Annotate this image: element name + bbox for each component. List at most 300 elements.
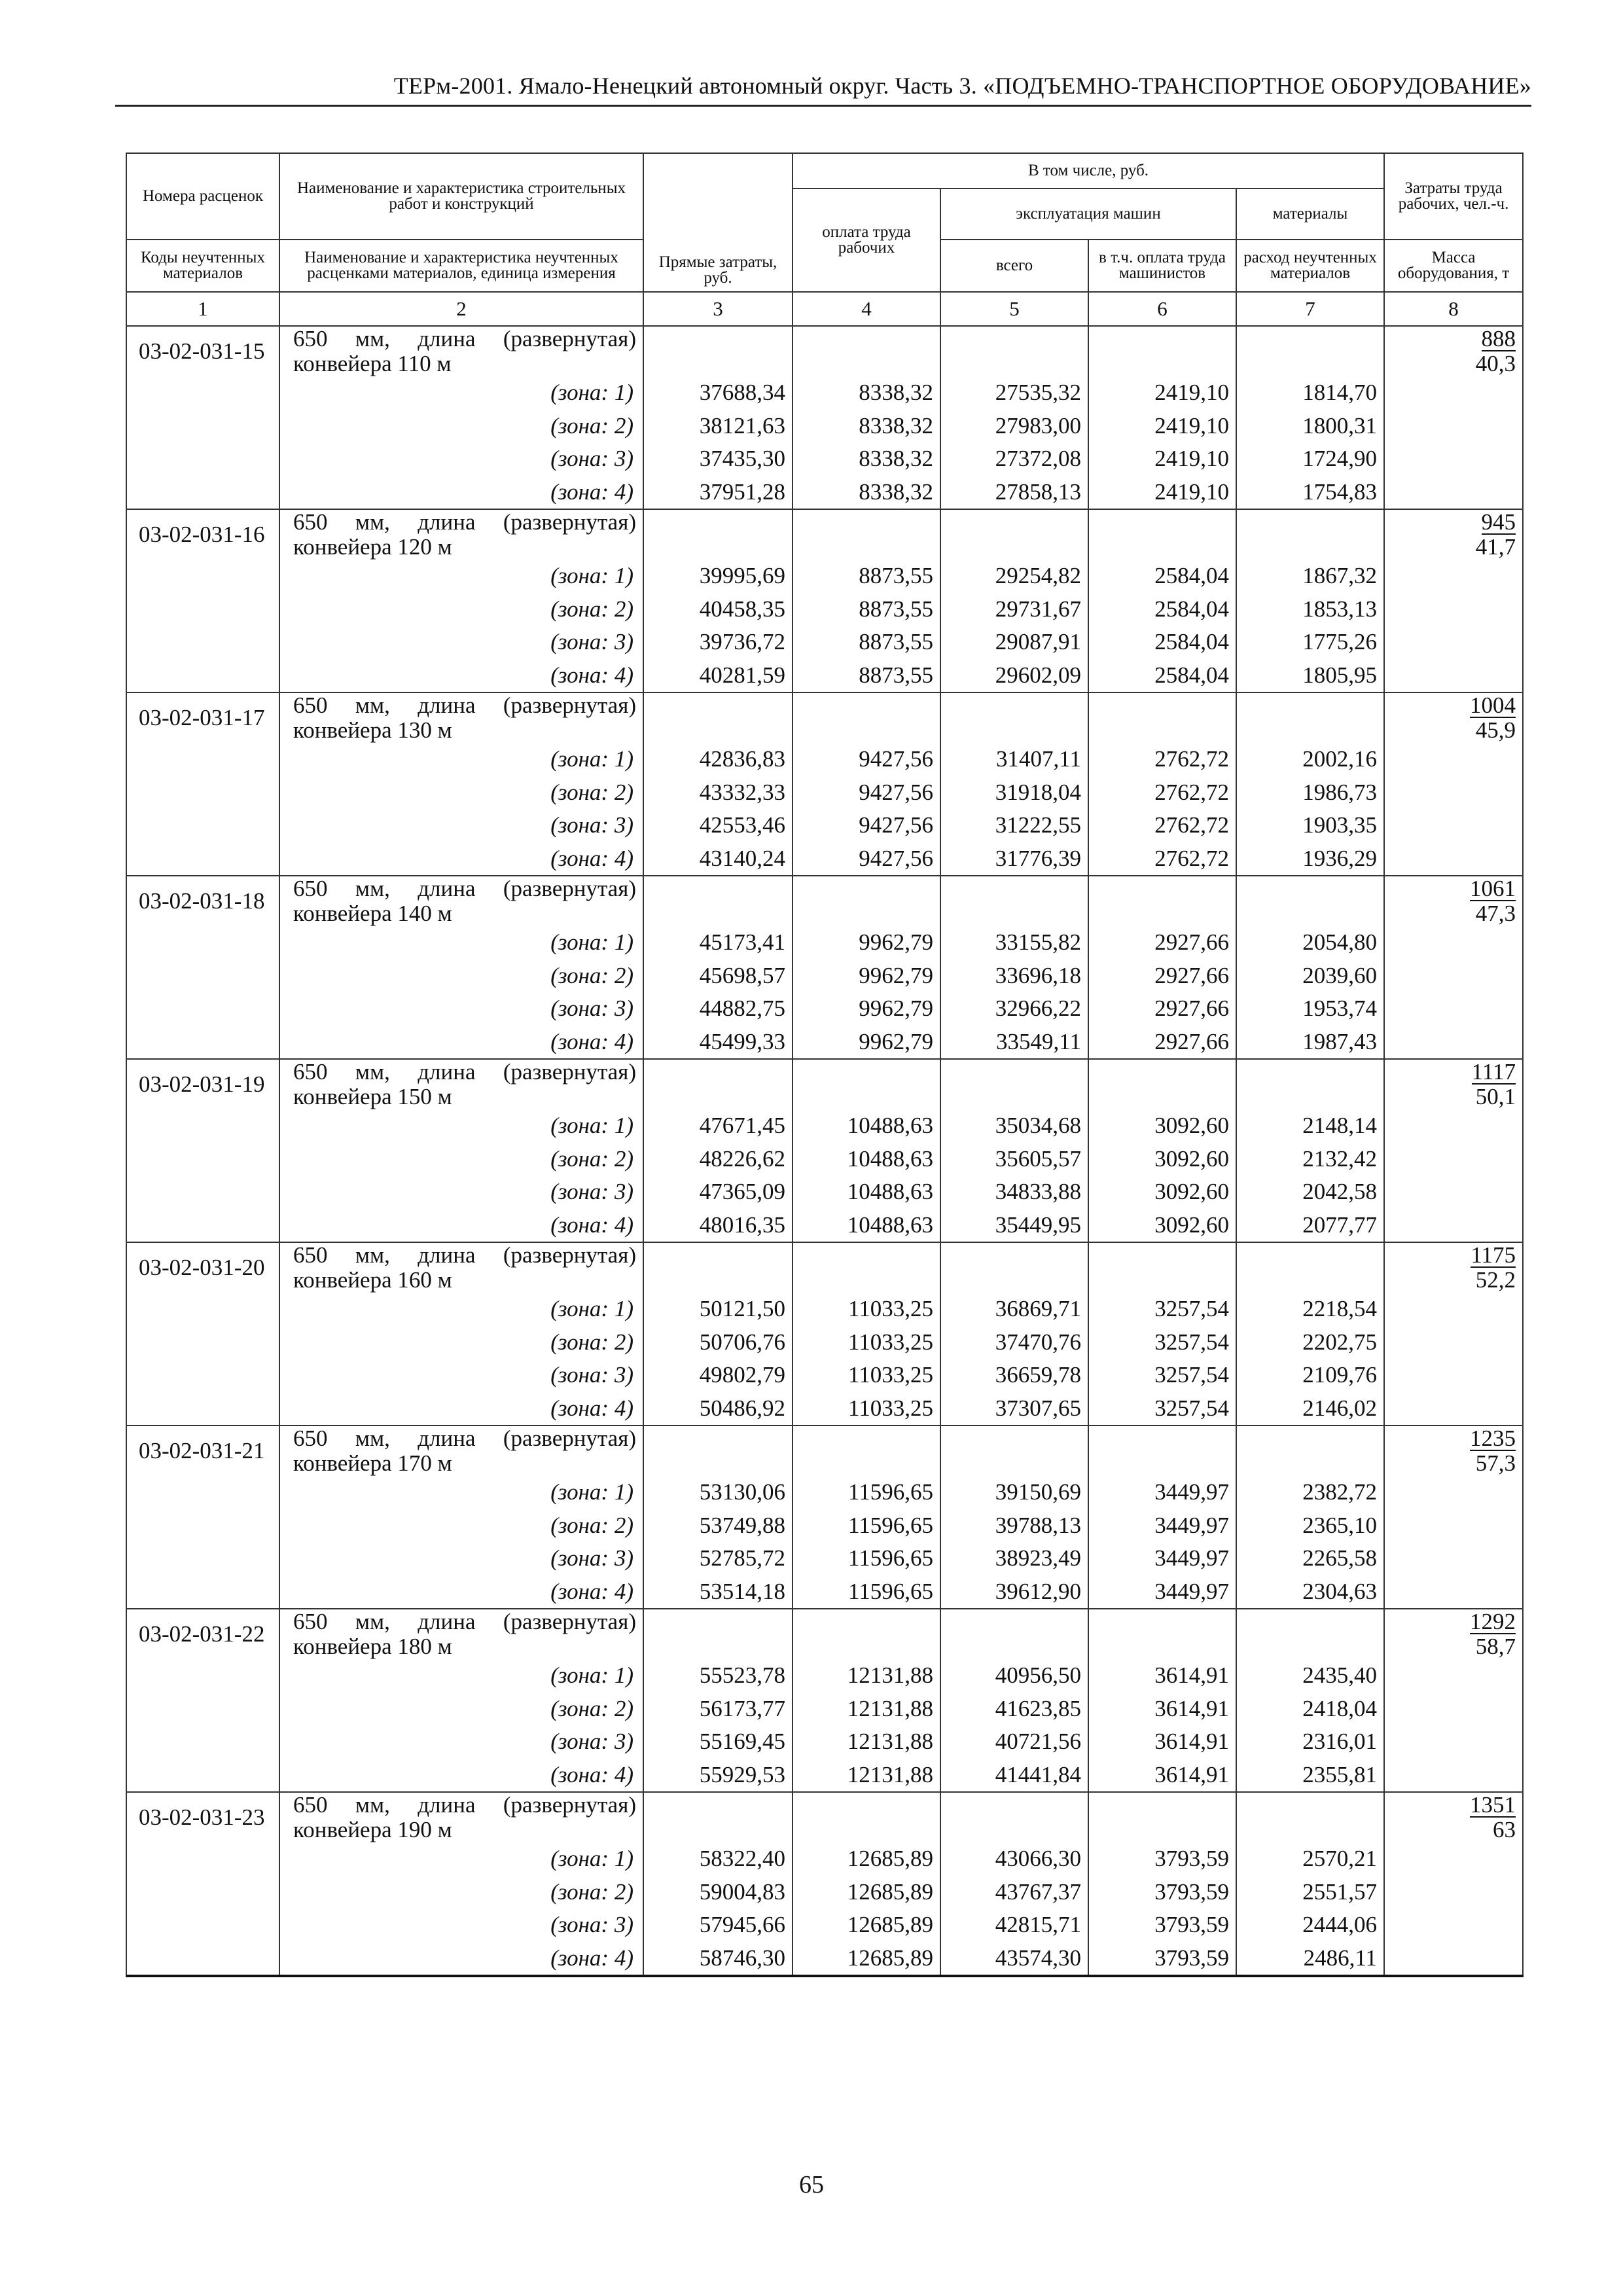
- empty-cell: [126, 410, 279, 443]
- worker-wages: 12131,88: [793, 1659, 940, 1693]
- empty-cell: [126, 1109, 279, 1143]
- empty-cell: [126, 809, 279, 842]
- machines-total: 31407,11: [940, 743, 1088, 776]
- rate-description-line: конвейера 110 м: [293, 351, 452, 376]
- zone-row: [126, 1575, 1523, 1609]
- empty-cell: [1088, 1792, 1236, 1842]
- page-number: 65: [799, 2171, 824, 2198]
- empty-cell: [1384, 1392, 1523, 1426]
- machines-total: 37470,76: [940, 1326, 1088, 1359]
- rate-code: 03-02-031-18: [126, 876, 279, 926]
- worker-wages: 8873,55: [793, 560, 940, 593]
- rate-description-word: (развернутая): [503, 1609, 636, 1634]
- empty-cell: [126, 743, 279, 776]
- machines-total: 29087,91: [940, 626, 1088, 659]
- empty-cell: [643, 1059, 793, 1109]
- zone-row: [126, 1293, 1523, 1326]
- labor-costs: 1004: [1470, 692, 1516, 718]
- operator-wages: 3449,97: [1088, 1542, 1236, 1575]
- materials-cost: 1814,70: [1236, 376, 1384, 410]
- direct-costs: 45499,33: [643, 1026, 793, 1060]
- rate-description-line: [293, 1609, 636, 1634]
- direct-costs: 58322,40: [643, 1842, 793, 1876]
- operator-wages: 3449,97: [1088, 1509, 1236, 1543]
- empty-cell: [126, 1725, 279, 1759]
- worker-wages: 11596,65: [793, 1476, 940, 1509]
- machines-total: 34833,88: [940, 1175, 1088, 1209]
- worker-wages: 11596,65: [793, 1509, 940, 1543]
- operator-wages: 3449,97: [1088, 1575, 1236, 1609]
- empty-cell: [643, 1609, 793, 1659]
- materials-cost: 1800,31: [1236, 410, 1384, 443]
- operator-wages: 3793,59: [1088, 1842, 1236, 1876]
- empty-cell: [1384, 960, 1523, 993]
- zone-row: [126, 1725, 1523, 1759]
- zone-label: (зона: 4): [279, 1942, 643, 1977]
- equipment-mass: 57,3: [1475, 1450, 1516, 1476]
- zone-row: [126, 626, 1523, 659]
- header-machines-total: всего: [940, 240, 1088, 292]
- direct-costs: 59004,83: [643, 1876, 793, 1909]
- rate-description-word: (развернутая): [503, 1059, 636, 1085]
- zone-row: [126, 1842, 1523, 1876]
- empty-cell: [1384, 1725, 1523, 1759]
- worker-wages: 10488,63: [793, 1209, 940, 1243]
- price-rates-table: [126, 152, 1524, 1977]
- header-rate-number: Номера расценок: [126, 153, 279, 240]
- empty-cell: [1384, 1542, 1523, 1575]
- direct-costs: 56173,77: [643, 1693, 793, 1726]
- rate-description-word: 650: [293, 1059, 328, 1085]
- worker-wages: 9427,56: [793, 776, 940, 810]
- equipment-mass: 40,3: [1475, 351, 1516, 376]
- header-worker-wages: оплата труда рабочих: [793, 188, 940, 292]
- rate-title-row: [126, 326, 1523, 376]
- zone-row: [126, 960, 1523, 993]
- table-body: [126, 326, 1523, 1976]
- column-number: 1: [126, 292, 279, 326]
- machines-total: 32966,22: [940, 992, 1088, 1026]
- header-materials: материалы: [1236, 188, 1384, 240]
- operator-wages: 2419,10: [1088, 476, 1236, 510]
- empty-cell: [940, 1609, 1088, 1659]
- worker-wages: 8338,32: [793, 376, 940, 410]
- direct-costs: 49802,79: [643, 1359, 793, 1392]
- materials-cost: 1867,32: [1236, 560, 1384, 593]
- machines-total: 33549,11: [940, 1026, 1088, 1060]
- empty-cell: [1088, 1426, 1236, 1476]
- header-material-names: Наименование и характеристика неучтенных расценками материалов, единица измерения: [279, 240, 643, 292]
- worker-wages: 9427,56: [793, 842, 940, 876]
- operator-wages: 3257,54: [1088, 1359, 1236, 1392]
- empty-cell: [126, 1476, 279, 1509]
- operator-wages: 2762,72: [1088, 842, 1236, 876]
- worker-wages: 12685,89: [793, 1876, 940, 1909]
- rate-description-word: длина: [418, 876, 476, 901]
- worker-wages: 12131,88: [793, 1693, 940, 1726]
- empty-cell: [643, 1426, 793, 1476]
- rate-title-row: [126, 1242, 1523, 1293]
- direct-costs: 43140,24: [643, 842, 793, 876]
- rate-description-line: конвейера 160 м: [293, 1267, 452, 1293]
- empty-cell: [126, 1293, 279, 1326]
- zone-row: [126, 1026, 1523, 1060]
- labor-costs: 1175: [1471, 1242, 1516, 1268]
- rate-description-line: [293, 327, 636, 351]
- direct-costs: 39736,72: [643, 626, 793, 659]
- direct-costs: 40281,59: [643, 659, 793, 693]
- empty-cell: [126, 593, 279, 626]
- zone-row: [126, 1143, 1523, 1176]
- equipment-mass: 45,9: [1475, 717, 1516, 743]
- rate-description-line: конвейера 170 м: [293, 1450, 452, 1476]
- direct-costs: 55929,53: [643, 1759, 793, 1793]
- zone-row: [126, 1392, 1523, 1426]
- zone-row: [126, 1509, 1523, 1543]
- empty-cell: [1236, 692, 1384, 743]
- empty-cell: [1236, 1609, 1384, 1659]
- operator-wages: 3614,91: [1088, 1659, 1236, 1693]
- operator-wages: 2927,66: [1088, 960, 1236, 993]
- direct-costs: 37435,30: [643, 442, 793, 476]
- zone-row: [126, 776, 1523, 810]
- rate-description-word: длина: [418, 1792, 476, 1818]
- empty-cell: [1384, 1476, 1523, 1509]
- zone-label: (зона: 1): [279, 560, 643, 593]
- zone-label: (зона: 2): [279, 1326, 643, 1359]
- rate-description-line: конвейера 130 м: [293, 717, 452, 743]
- zone-label: (зона: 4): [279, 659, 643, 693]
- worker-wages: 12685,89: [793, 1909, 940, 1942]
- rate-code: 03-02-031-21: [126, 1426, 279, 1476]
- zone-label: (зона: 3): [279, 1175, 643, 1209]
- rate-description-word: (развернутая): [503, 1792, 636, 1818]
- direct-costs: 40458,35: [643, 593, 793, 626]
- zone-label: (зона: 2): [279, 1876, 643, 1909]
- rate-description-word: длина: [418, 509, 476, 535]
- rate-description-line: [293, 693, 636, 718]
- machines-total: 27983,00: [940, 410, 1088, 443]
- direct-costs: 48016,35: [643, 1209, 793, 1243]
- worker-wages: 11033,25: [793, 1326, 940, 1359]
- rate-description-word: (развернутая): [503, 509, 636, 535]
- zone-row: [126, 476, 1523, 510]
- header-labor-costs: Затраты труда рабочих, чел.-ч.: [1384, 153, 1523, 240]
- direct-costs: 45173,41: [643, 926, 793, 960]
- machines-total: 41623,85: [940, 1693, 1088, 1726]
- rate-description-word: 650: [293, 1242, 328, 1268]
- materials-cost: 2435,40: [1236, 1659, 1384, 1693]
- empty-cell: [1088, 1059, 1236, 1109]
- rate-description: [279, 692, 643, 743]
- zone-label: (зона: 1): [279, 926, 643, 960]
- labor-costs: 1061: [1470, 876, 1516, 901]
- rate-description-line: [293, 510, 636, 535]
- empty-cell: [793, 1242, 940, 1293]
- rate-description-word: (развернутая): [503, 1426, 636, 1451]
- empty-cell: [1088, 509, 1236, 560]
- empty-cell: [1088, 876, 1236, 926]
- direct-costs: 58746,30: [643, 1942, 793, 1977]
- worker-wages: 11033,25: [793, 1359, 940, 1392]
- materials-cost: 2077,77: [1236, 1209, 1384, 1243]
- header-work-name: Наименование и характеристика строительных работ и конструкций: [279, 153, 643, 240]
- machines-total: 35034,68: [940, 1109, 1088, 1143]
- zone-label: (зона: 4): [279, 1575, 643, 1609]
- empty-cell: [1384, 992, 1523, 1026]
- rate-title-row: [126, 1426, 1523, 1476]
- equipment-mass: 63: [1493, 1817, 1516, 1842]
- empty-cell: [1384, 593, 1523, 626]
- materials-cost: 2218,54: [1236, 1293, 1384, 1326]
- materials-cost: 2265,58: [1236, 1542, 1384, 1575]
- machines-total: 43574,30: [940, 1942, 1088, 1977]
- rate-description-word: длина: [418, 1059, 476, 1085]
- machines-total: 27535,32: [940, 376, 1088, 410]
- zone-row: [126, 1942, 1523, 1977]
- rate-description-word: 650: [293, 509, 328, 535]
- operator-wages: 2419,10: [1088, 410, 1236, 443]
- rate-description-line: конвейера 150 м: [293, 1084, 452, 1109]
- column-number: 3: [643, 292, 793, 326]
- empty-cell: [1088, 692, 1236, 743]
- empty-cell: [126, 1942, 279, 1977]
- rate-description-word: мм,: [355, 1426, 390, 1451]
- materials-cost: 2365,10: [1236, 1509, 1384, 1543]
- rate-code: 03-02-031-20: [126, 1242, 279, 1293]
- rate-description: [279, 1609, 643, 1659]
- machines-total: 35605,57: [940, 1143, 1088, 1176]
- materials-cost: 2382,72: [1236, 1476, 1384, 1509]
- direct-costs: 57945,66: [643, 1909, 793, 1942]
- empty-cell: [126, 1326, 279, 1359]
- empty-cell: [126, 842, 279, 876]
- rate-description-word: 650: [293, 1426, 328, 1451]
- rate-description-word: длина: [418, 326, 476, 351]
- header-material-consumption: расход неучтенных материалов: [1236, 240, 1384, 292]
- zone-row: [126, 410, 1523, 443]
- labor-costs: 1292: [1470, 1609, 1516, 1634]
- operator-wages: 2419,10: [1088, 442, 1236, 476]
- rate-description-line: конвейера 190 м: [293, 1817, 452, 1842]
- empty-cell: [1384, 1842, 1523, 1876]
- zone-row: [126, 1476, 1523, 1509]
- worker-wages: 10488,63: [793, 1175, 940, 1209]
- materials-cost: 1724,90: [1236, 442, 1384, 476]
- direct-costs: 55523,78: [643, 1659, 793, 1693]
- direct-costs: 48226,62: [643, 1143, 793, 1176]
- materials-cost: 2039,60: [1236, 960, 1384, 993]
- zone-label: (зона: 3): [279, 442, 643, 476]
- empty-cell: [126, 659, 279, 693]
- empty-cell: [1384, 809, 1523, 842]
- empty-cell: [940, 692, 1088, 743]
- direct-costs: 47671,45: [643, 1109, 793, 1143]
- materials-cost: 1936,29: [1236, 842, 1384, 876]
- materials-cost: 2054,80: [1236, 926, 1384, 960]
- rate-description-word: (развернутая): [503, 876, 636, 901]
- operator-wages: 2762,72: [1088, 743, 1236, 776]
- empty-cell: [1236, 509, 1384, 560]
- zone-label: (зона: 3): [279, 809, 643, 842]
- direct-costs: 53749,88: [643, 1509, 793, 1543]
- worker-wages: 9427,56: [793, 743, 940, 776]
- materials-cost: 2418,04: [1236, 1693, 1384, 1726]
- materials-cost: 1775,26: [1236, 626, 1384, 659]
- zone-label: (зона: 4): [279, 476, 643, 510]
- worker-wages: 8873,55: [793, 593, 940, 626]
- zone-row: [126, 743, 1523, 776]
- rate-title-row: [126, 692, 1523, 743]
- empty-cell: [793, 509, 940, 560]
- zone-label: (зона: 2): [279, 960, 643, 993]
- zone-label: (зона: 4): [279, 1759, 643, 1793]
- header-operator-wages: в т.ч. оплата труда машинистов: [1088, 240, 1236, 292]
- empty-cell: [643, 509, 793, 560]
- column-number: 8: [1384, 292, 1523, 326]
- operator-wages: 2419,10: [1088, 376, 1236, 410]
- zone-label: (зона: 3): [279, 1359, 643, 1392]
- operator-wages: 2927,66: [1088, 992, 1236, 1026]
- materials-cost: 2146,02: [1236, 1392, 1384, 1426]
- table-header: [126, 153, 1523, 326]
- equipment-mass: 41,7: [1475, 534, 1516, 560]
- machines-total: 41441,84: [940, 1759, 1088, 1793]
- materials-cost: 1903,35: [1236, 809, 1384, 842]
- machines-total: 31918,04: [940, 776, 1088, 810]
- empty-cell: [126, 1876, 279, 1909]
- direct-costs: 38121,63: [643, 410, 793, 443]
- machines-total: 38923,49: [940, 1542, 1088, 1575]
- empty-cell: [643, 326, 793, 376]
- operator-wages: 3257,54: [1088, 1293, 1236, 1326]
- rate-title-row: [126, 1609, 1523, 1659]
- labor-mass-cell: [1384, 1609, 1523, 1659]
- rate-description: [279, 1792, 643, 1842]
- operator-wages: 3092,60: [1088, 1109, 1236, 1143]
- direct-costs: 43332,33: [643, 776, 793, 810]
- empty-cell: [126, 1575, 279, 1609]
- rate-description: [279, 876, 643, 926]
- empty-cell: [1384, 1109, 1523, 1143]
- materials-cost: 1987,43: [1236, 1026, 1384, 1060]
- rate-description: [279, 1242, 643, 1293]
- empty-cell: [1384, 376, 1523, 410]
- empty-cell: [126, 1359, 279, 1392]
- rate-description-line: [293, 1793, 636, 1818]
- labor-mass-cell: [1384, 1059, 1523, 1109]
- empty-cell: [1384, 410, 1523, 443]
- machines-total: 39150,69: [940, 1476, 1088, 1509]
- direct-costs: 52785,72: [643, 1542, 793, 1575]
- empty-cell: [1384, 1759, 1523, 1793]
- zone-label: (зона: 3): [279, 992, 643, 1026]
- empty-cell: [1236, 1059, 1384, 1109]
- materials-cost: 2486,11: [1236, 1942, 1384, 1977]
- rate-description-line: конвейера 180 м: [293, 1634, 452, 1659]
- direct-costs: 53130,06: [643, 1476, 793, 1509]
- zone-row: [126, 1326, 1523, 1359]
- zone-label: (зона: 4): [279, 1026, 643, 1060]
- rate-description-word: мм,: [355, 509, 390, 535]
- zone-row: [126, 1209, 1523, 1243]
- empty-cell: [940, 876, 1088, 926]
- empty-cell: [1384, 1293, 1523, 1326]
- labor-costs: 888: [1481, 326, 1516, 351]
- rate-description-word: мм,: [355, 1242, 390, 1268]
- rate-code: 03-02-031-19: [126, 1059, 279, 1109]
- empty-cell: [793, 1059, 940, 1109]
- empty-cell: [1088, 326, 1236, 376]
- empty-cell: [1088, 1609, 1236, 1659]
- materials-cost: 2148,14: [1236, 1109, 1384, 1143]
- rate-description-line: [293, 1426, 636, 1451]
- operator-wages: 2584,04: [1088, 659, 1236, 693]
- rate-title-row: [126, 876, 1523, 926]
- worker-wages: 8338,32: [793, 410, 940, 443]
- materials-cost: 2316,01: [1236, 1725, 1384, 1759]
- empty-cell: [126, 776, 279, 810]
- operator-wages: 3614,91: [1088, 1759, 1236, 1793]
- equipment-mass: 52,2: [1475, 1267, 1516, 1293]
- direct-costs: 37688,34: [643, 376, 793, 410]
- zone-label: (зона: 2): [279, 1693, 643, 1726]
- labor-mass-cell: [1384, 692, 1523, 743]
- rate-description-word: длина: [418, 1426, 476, 1451]
- machines-total: 33696,18: [940, 960, 1088, 993]
- direct-costs: 42553,46: [643, 809, 793, 842]
- direct-costs: 44882,75: [643, 992, 793, 1026]
- worker-wages: 10488,63: [793, 1109, 940, 1143]
- empty-cell: [126, 992, 279, 1026]
- machines-total: 43066,30: [940, 1842, 1088, 1876]
- equipment-mass: 58,7: [1475, 1634, 1516, 1659]
- rate-description: [279, 326, 643, 376]
- empty-cell: [940, 509, 1088, 560]
- empty-cell: [126, 1026, 279, 1060]
- zone-row: [126, 1542, 1523, 1575]
- empty-cell: [126, 560, 279, 593]
- materials-cost: 2132,42: [1236, 1143, 1384, 1176]
- machines-total: 27372,08: [940, 442, 1088, 476]
- rate-code: 03-02-031-22: [126, 1609, 279, 1659]
- empty-cell: [940, 1426, 1088, 1476]
- operator-wages: 3257,54: [1088, 1392, 1236, 1426]
- empty-cell: [126, 376, 279, 410]
- machines-total: 40956,50: [940, 1659, 1088, 1693]
- worker-wages: 12685,89: [793, 1942, 940, 1977]
- zone-label: (зона: 3): [279, 1725, 643, 1759]
- zone-label: (зона: 2): [279, 1143, 643, 1176]
- labor-mass-cell: [1384, 1792, 1523, 1842]
- zone-row: [126, 809, 1523, 842]
- column-number: 4: [793, 292, 940, 326]
- empty-cell: [126, 960, 279, 993]
- rate-code: 03-02-031-15: [126, 326, 279, 376]
- empty-cell: [793, 1426, 940, 1476]
- header-including: В том числе, руб.: [793, 153, 1384, 188]
- zone-label: (зона: 1): [279, 376, 643, 410]
- worker-wages: 12685,89: [793, 1842, 940, 1876]
- zone-label: (зона: 3): [279, 1909, 643, 1942]
- worker-wages: 9962,79: [793, 926, 940, 960]
- operator-wages: 3257,54: [1088, 1326, 1236, 1359]
- zone-row: [126, 842, 1523, 876]
- empty-cell: [126, 442, 279, 476]
- rate-description-word: длина: [418, 1242, 476, 1268]
- materials-cost: 1754,83: [1236, 476, 1384, 510]
- empty-cell: [1384, 1175, 1523, 1209]
